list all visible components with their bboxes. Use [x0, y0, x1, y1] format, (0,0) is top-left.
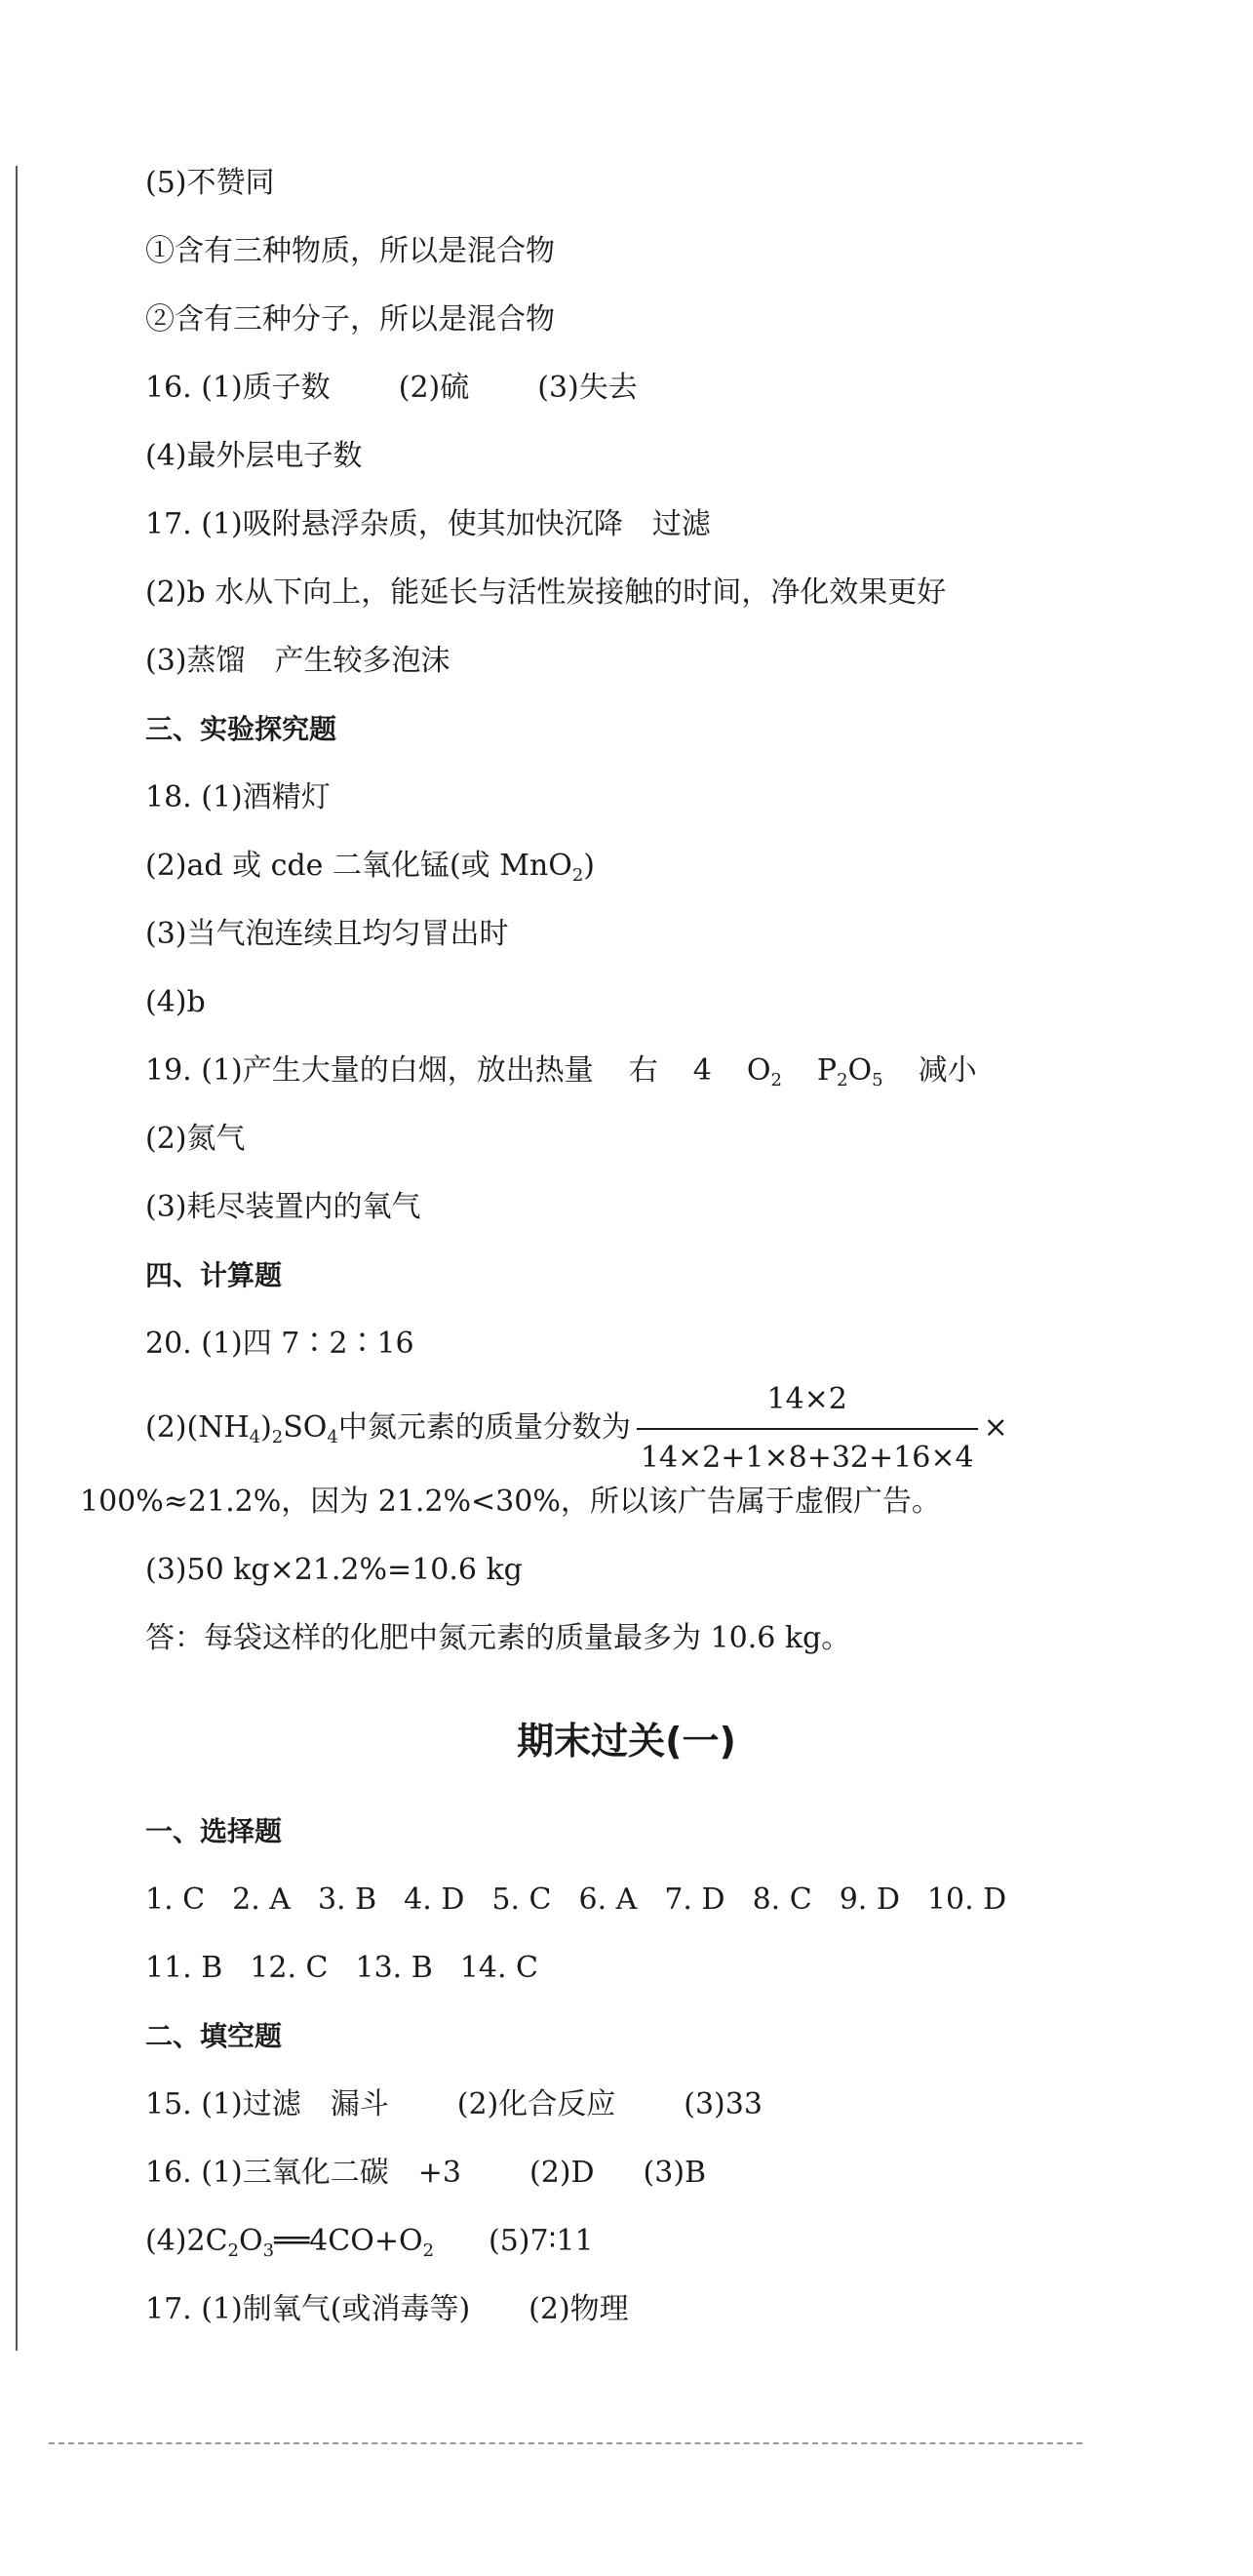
q17-c: (3)蒸馏 [145, 644, 246, 678]
answer-item: 1. C [145, 1882, 206, 1917]
q16-c: (3)失去 [537, 371, 638, 405]
q19-a4: 减小 [918, 1053, 977, 1088]
q20-b2: 100%≈21.2%，因为 21.2%<30%，所以该广告属于虚假广告。 [80, 1485, 941, 1519]
q16-a: 16. (1)质子数 [145, 371, 331, 405]
q17-c-line [145, 642, 450, 681]
p2-q15: 15. (1)过滤 漏斗 (2)化合反应 (3)33 [145, 2087, 763, 2121]
line-5-a: ①含有三种物质，所以是混合物 [145, 234, 555, 268]
answer-item: 11. B [145, 1951, 223, 1985]
q17-a2: 过滤 [651, 507, 711, 541]
line-5-head: (5)不赞同 [145, 166, 275, 200]
answer-item: 14. C [459, 1951, 538, 1985]
q20-c: (3)50 kg×21.2%=10.6 kg [145, 1553, 523, 1587]
q18-b [145, 847, 595, 895]
line-5-b: ②含有三种分子，所以是混合物 [145, 302, 555, 337]
q19-a: 19. (1)产生大量的白烟，放出热量 [145, 1053, 594, 1088]
section-title: 期末过关(一) [517, 1720, 736, 1763]
q19-line [145, 1051, 977, 1100]
q20-answer: 答：每袋这样的化肥中氮元素的质量最多为 10.6 kg。 [145, 1621, 851, 1655]
q16-d: (4)最外层电子数 [145, 439, 363, 473]
part2-section-1-heading: 一、选择题 [145, 1815, 283, 1847]
q18-c: (3)当气泡连续且均匀冒出时 [145, 917, 509, 951]
answer-item: 8. C [752, 1882, 812, 1917]
answers-row-2 [145, 1949, 566, 1988]
q19-a2: 右 [628, 1053, 658, 1088]
q18-b-post: ) [583, 849, 595, 883]
q20-a: 20. (1)四 7∶2∶16 [145, 1327, 414, 1361]
mass-fraction [637, 1375, 978, 1483]
q19-c: (3)耗尽装置内的氧气 [145, 1190, 421, 1224]
q17-a: 17. (1)吸附悬浮杂质，使其加快沉降 [145, 507, 623, 541]
answer-item: 6. A [578, 1882, 638, 1917]
q19-o: $O_2$ [746, 1053, 782, 1090]
answer-item: 13. B [355, 1951, 433, 1985]
section-3-heading: 三、实验探究题 [145, 713, 337, 745]
q18-a: 18. (1)酒精灯 [145, 780, 331, 814]
q19-a3: 4 [692, 1053, 712, 1088]
q18-d: (4)b [145, 985, 206, 1019]
p2-q16-d: $(4)2C_2O_3══4CO+O_2$ (5)7∶11 [145, 2224, 594, 2261]
fraction-denominator: 14×2+1×8+32+16×4 [640, 1441, 974, 1475]
answer-item: 10. D [926, 1882, 1007, 1917]
answer-item: 2. A [232, 1882, 291, 1917]
q16-b: (2)硫 [398, 371, 470, 405]
q17-line [145, 505, 711, 544]
answer-item: 3. B [317, 1882, 377, 1917]
q17-c2: 产生较多泡沫 [274, 644, 450, 678]
q17-b: (2)b 水从下向上，能延长与活性炭接触的时间，净化效果更好 [145, 575, 947, 610]
times-sign: × [983, 1410, 1008, 1445]
fraction-numerator: 14×2 [637, 1375, 978, 1430]
q16-line [145, 369, 638, 408]
bottom-dashed-rule [49, 2442, 1082, 2444]
answer-item: 4. D [404, 1882, 465, 1917]
answer-item: 9. D [839, 1882, 900, 1917]
answer-item: 12. C [250, 1951, 329, 1985]
answer-item: 5. C [491, 1882, 552, 1917]
q18-b-pre: (2)ad 或 cde 二氧化锰(或 MnO [145, 849, 572, 883]
section-4-heading: 四、计算题 [145, 1259, 283, 1291]
p2-q16: 16. (1)三氧化二碳 +3 (2)D (3)B [145, 2156, 707, 2190]
q19-p2o5: $P_2O_5$ [816, 1053, 883, 1090]
p2-q17: 17. (1)制氧气(或消毒等) (2)物理 [145, 2292, 629, 2326]
answers-row-1 [145, 1881, 1034, 1920]
q18-b-sub: 2 [571, 865, 584, 886]
q19-b: (2)氮气 [145, 1122, 246, 1156]
q20-b: $(2)(NH_4)_2SO_4$中氮元素的质量分数为 $\frac{14\times 2}{14\times 2+1\times 8+32+16\times 4}$ × [145, 1375, 1008, 1483]
part2-section-2-heading: 二、填空题 [145, 2020, 283, 2052]
answer-item: 7. D [664, 1882, 725, 1917]
margin-rule [16, 166, 18, 2351]
